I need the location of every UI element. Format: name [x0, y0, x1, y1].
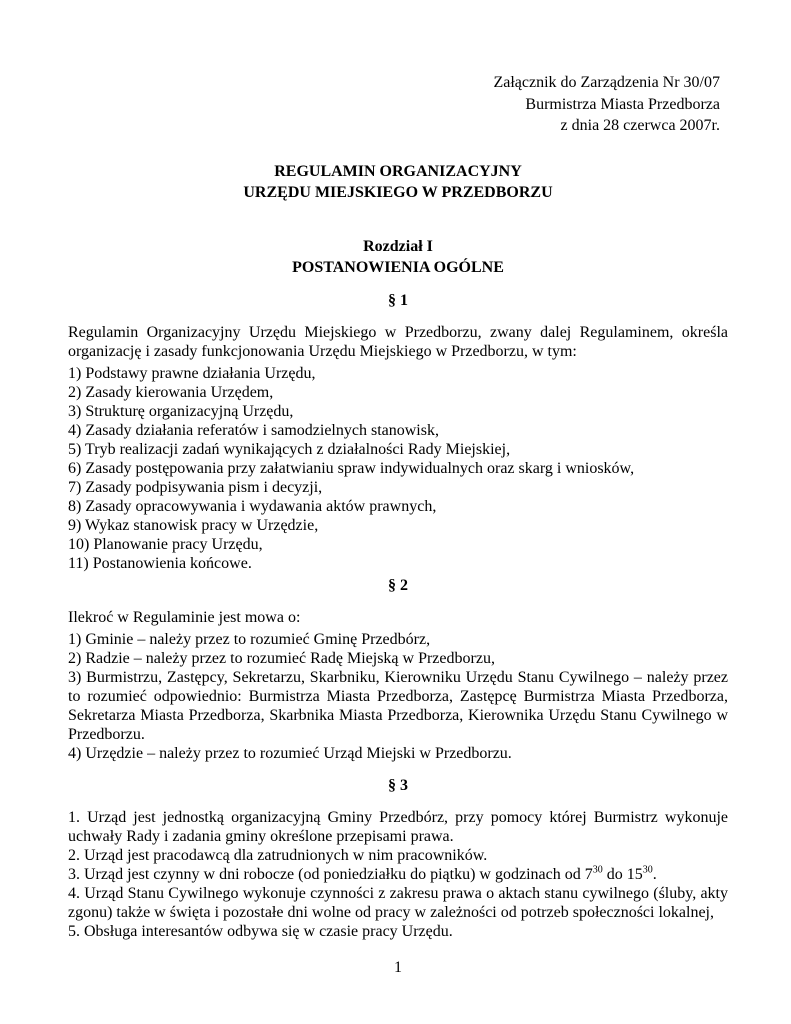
annotation-line-2: Burmistrza Miasta Przedborza	[525, 95, 720, 113]
document-title-line-1: REGULAMIN ORGANIZACYJNY	[274, 162, 522, 180]
list-item: 4) Urzędzie – należy przez to rozumieć Urząd Miejski w Przedborzu.	[68, 744, 512, 762]
closing-minutes-superscript: 30	[642, 864, 653, 876]
office-hours-end: .	[652, 865, 657, 883]
page-number: 1	[394, 959, 402, 976]
list-item: 1) Gminie – należy przez to rozumieć Gminę Przedbórz,	[68, 630, 431, 648]
list-item: 3) Burmistrzu, Zastępcy, Sekretarzu, Skarbniku, Kierowniku Urzędu Stanu Cywilnego – należy przez to rozumieć odpowiednio: Burmistrza Miasta Przedborza, Zastępcę Burmistrza Miasta Przedborza, Sekretarza Miasta Przedborza, Skarbnika Miasta Przedborza, Kierownika Urzędu Stanu Cywilnego w Przedborzu.	[68, 668, 728, 743]
list-item-with-superscript	[68, 865, 728, 884]
list-item: 2. Urząd jest pracodawcą dla zatrudnionych w nim pracowników.	[68, 846, 488, 864]
list-item: 10) Planowanie pracy Urzędu,	[68, 535, 263, 553]
section-2-intro: Ilekroć w Regulaminie jest mowa o:	[68, 608, 301, 626]
document-title	[68, 161, 728, 204]
list-item: 5) Tryb realizacji zadań wynikających z działalności Rady Miejskiej,	[68, 440, 511, 458]
annotation-line-3: z dnia 28 czerwca 2007r.	[560, 117, 720, 134]
list-item: 11) Postanowienia końcowe.	[68, 554, 252, 572]
attachment-annotation	[68, 72, 720, 137]
list-item: 2) Zasady kierowania Urzędem,	[68, 383, 274, 401]
section-2-list	[68, 630, 728, 763]
list-item: 4. Urząd Stanu Cywilnego wykonuje czynności z zakresu prawa o aktach stanu cywilnego (śluby, akty zgonu) także w święta i pozostałe dni wolne od pracy w zależności od potrzeb społeczności lokalnej,	[68, 884, 728, 921]
section-1-list	[68, 364, 728, 573]
office-hours-mid: do 15	[602, 865, 643, 883]
chapter-heading	[68, 236, 728, 279]
list-item: 1. Urząd jest jednostką organizacyjną Gminy Przedbórz, przy pomocy której Burmistrz wykonuje uchwały Rady i zadania gminy określone przepisami prawa.	[68, 808, 728, 845]
office-hours-text: 3. Urząd jest czynny w dni robocze (od poniedziałku do piątku) w godzinach od 7	[68, 865, 593, 883]
section-1-heading: § 1	[388, 291, 408, 309]
opening-minutes-superscript: 30	[592, 864, 603, 876]
chapter-title: POSTANOWIENIA OGÓLNE	[292, 259, 504, 276]
section-3-body	[68, 808, 728, 941]
list-item: 3) Strukturę organizacyjną Urzędu,	[68, 402, 294, 420]
list-item: 7) Zasady podpisywania pism i decyzji,	[68, 478, 323, 496]
list-item: 9) Wykaz stanowisk pracy w Urzędzie,	[68, 516, 319, 534]
section-1-intro: Regulamin Organizacyjny Urzędu Miejskiego w Przedborzu, zwany dalej Regulaminem, określa organizację i zasady funkcjonowania Urzędu Miejskiego w Przedborzu, w tym:	[68, 323, 728, 360]
document-title-line-2: URZĘDU MIEJSKIEGO W PRZEDBORZU	[243, 184, 553, 201]
section-3-heading: § 3	[388, 776, 408, 794]
section-2-heading: § 2	[388, 576, 408, 594]
list-item: 4) Zasady działania referatów i samodzielnych stanowisk,	[68, 421, 439, 439]
list-item: 1) Podstawy prawne działania Urzędu,	[68, 364, 316, 382]
list-item: 5. Obsługa interesantów odbywa się w czasie pracy Urzędu.	[68, 922, 453, 940]
list-item: 8) Zasady opracowywania i wydawania aktów prawnych,	[68, 497, 437, 515]
annotation-line-1: Załącznik do Zarządzenia Nr 30/07	[493, 74, 720, 91]
list-item: 6) Zasady postępowania przy załatwianiu spraw indywidualnych oraz skarg i wniosków,	[68, 459, 635, 477]
chapter-name: Rozdział I	[363, 237, 433, 255]
list-item: 2) Radzie – należy przez to rozumieć Radę Miejską w Przedborzu,	[68, 649, 495, 667]
